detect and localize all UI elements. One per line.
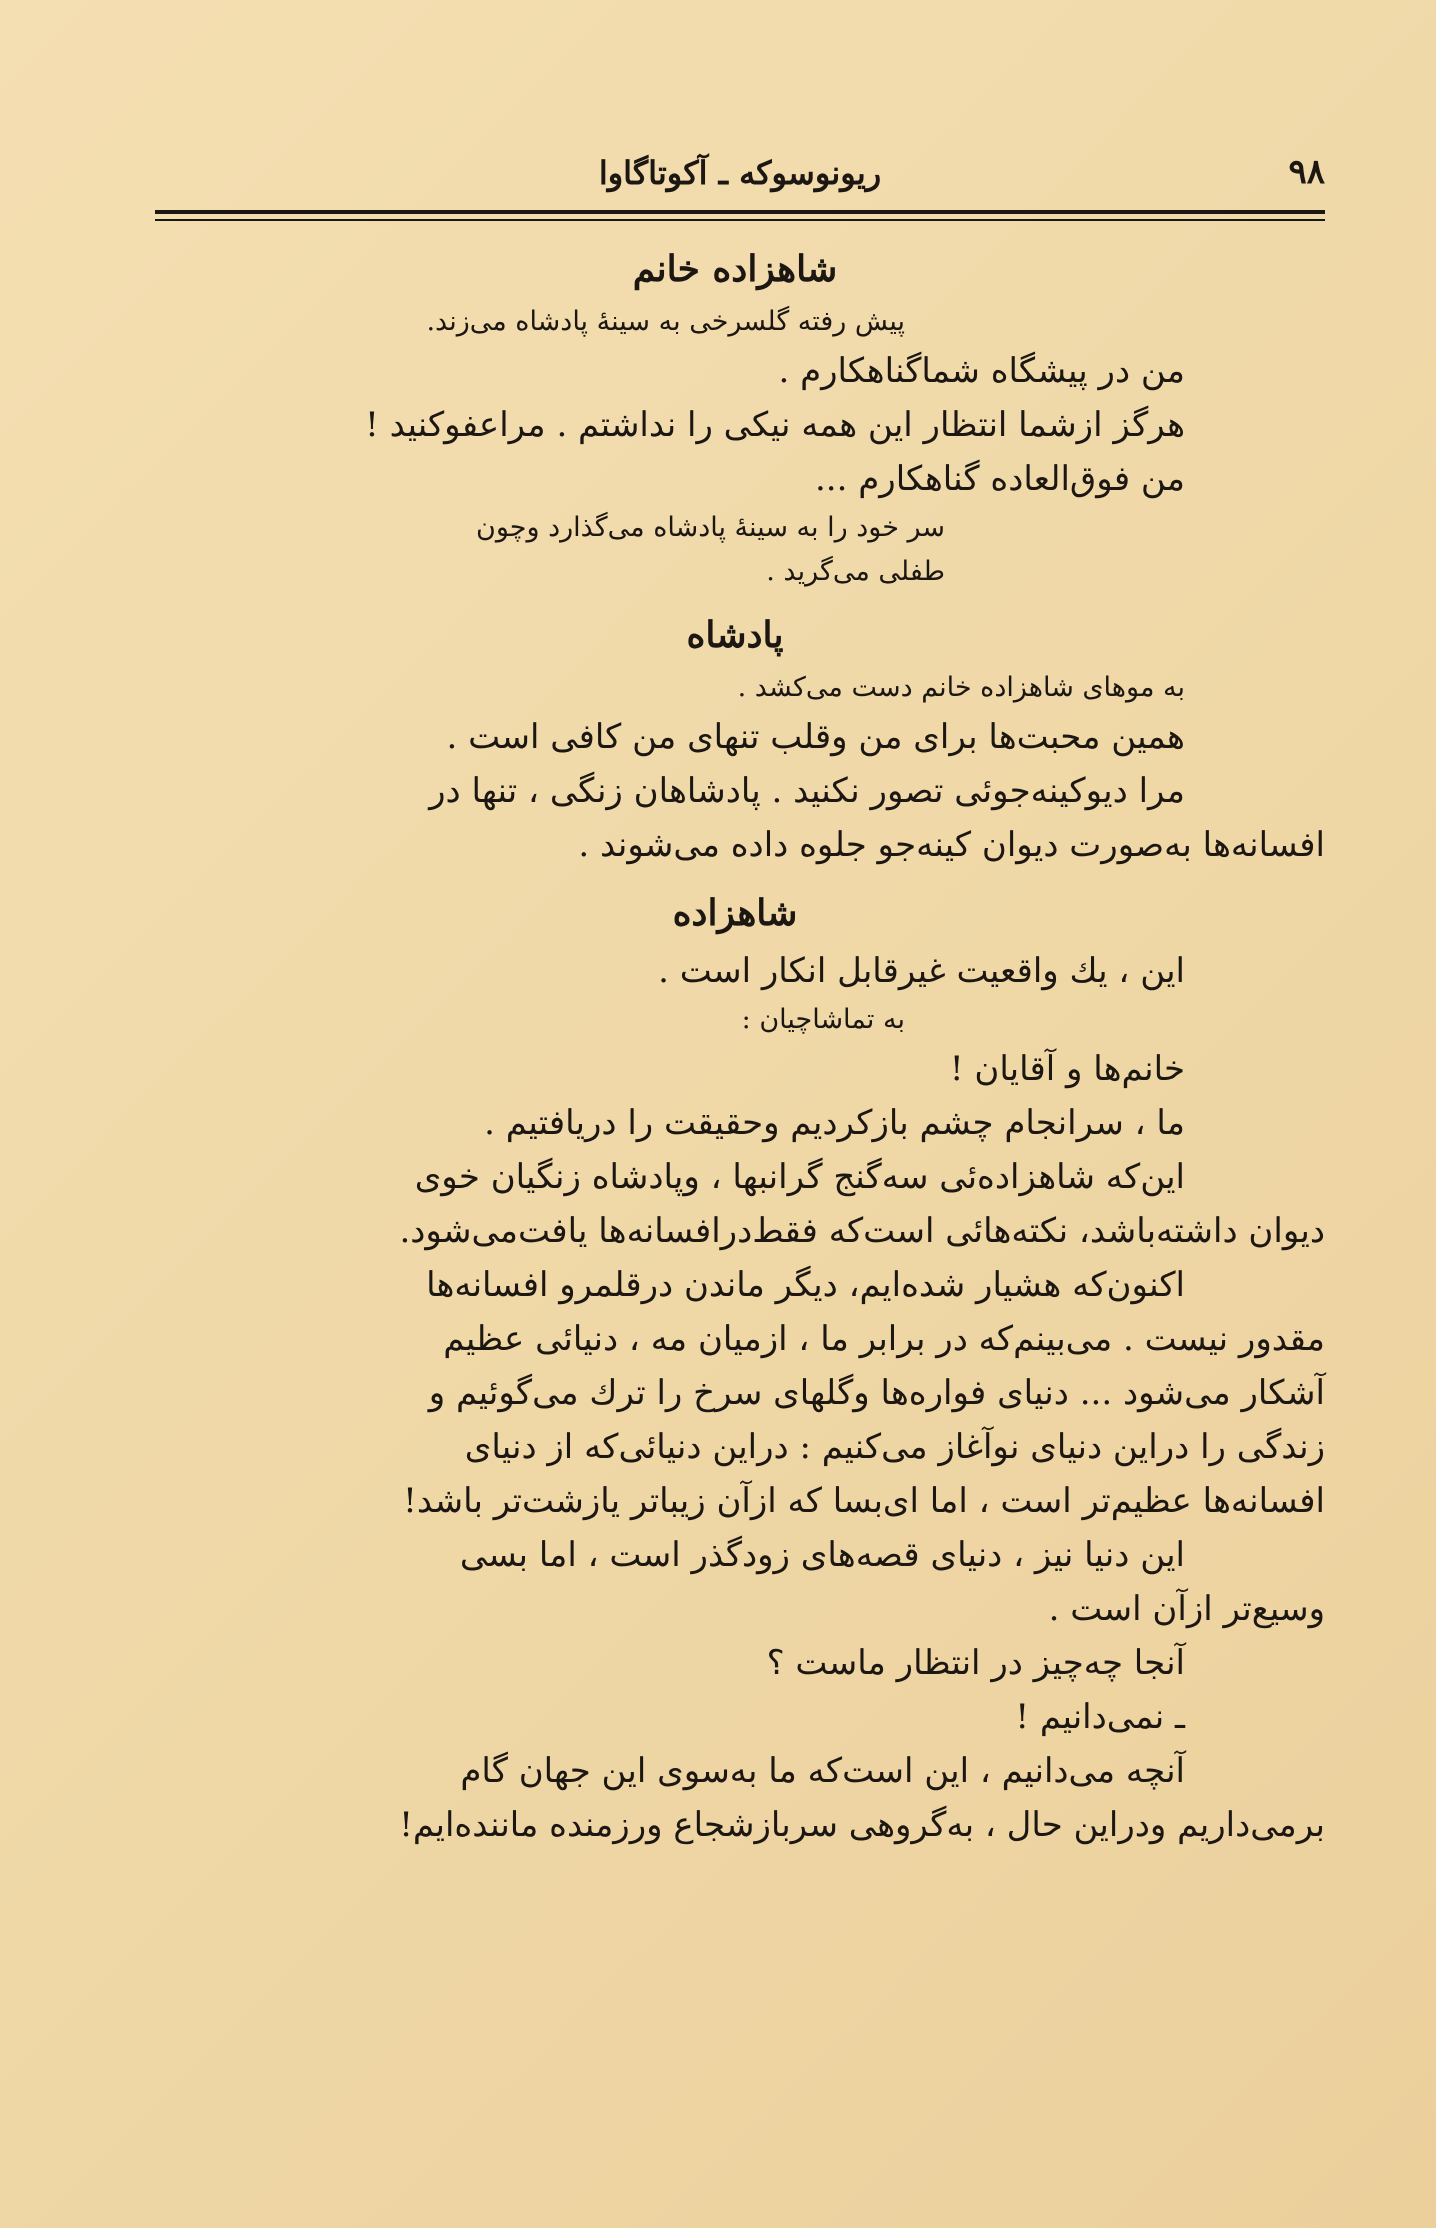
dialogue-line: این‌که شاهزاده‌ئی سه‌گنج گرانبها ، وپادشاه زنگیان خوی <box>414 1157 1185 1197</box>
running-title: ریونوسوکه ـ آکوتاگاوا <box>598 154 882 192</box>
stage-direction: به تماشاچیان : <box>741 1004 905 1035</box>
dialogue-line: مرا دیوکینه‌جوئی تصور نکنید . پادشاهان زنگی ، تنها در <box>429 771 1185 811</box>
dialogue-line: دیوان داشته‌باشد، نکته‌هائی است‌که فقط‌درافسانه‌ها یافت‌می‌شود. <box>399 1211 1325 1251</box>
dialogue-line: مقدور نیست . می‌بینم‌که در برابر ما ، ازمیان مه ، دنیائی عظیم <box>443 1319 1325 1359</box>
dialogue-line: همین محبت‌ها برای من وقلب تنهای من کافی است . <box>446 717 1185 757</box>
play-text <box>145 240 1325 1852</box>
dialogue-line: من فوق‌العاده گناهکارم ... <box>815 459 1185 499</box>
dialogue-line: افسانه‌ها عظیم‌تر است ، اما ای‌بسا که ازآن زیباتر یازشت‌تر باشد! <box>403 1481 1325 1521</box>
speaker-name: شاهزاده خانم <box>632 248 838 290</box>
dialogue-line: این ، یك واقعیت غیرقابل انکار است . <box>658 951 1185 991</box>
page-header <box>155 150 1325 200</box>
dialogue-line: این دنیا نیز ، دنیای قصه‌های زودگذر است ، اما بسی <box>459 1535 1185 1575</box>
header-rule-thin <box>155 219 1325 221</box>
speaker-name: پادشاه <box>686 614 784 656</box>
dialogue-line: ـ نمی‌دانیم ! <box>1015 1697 1185 1737</box>
dialogue-line: برمی‌داریم ودراین حال ، به‌گروهی سربازشجاع ورزمنده مانند‌ه‌ایم! <box>399 1805 1325 1845</box>
stage-direction: طفلی می‌گرید . <box>766 556 945 587</box>
header-rule-thick <box>155 210 1325 214</box>
dialogue-line: آنچه می‌دانیم ، این است‌که ما به‌سوی این جهان گام <box>460 1751 1185 1791</box>
dialogue-line: هرگز ازشما انتظار این همه نیکی را نداشتم . مراعفوکنید ! <box>365 405 1185 445</box>
page-number: ۹۸ <box>1288 152 1325 192</box>
dialogue-line: ما ، سرانجام چشم بازکردیم وحقیقت را دریافتیم . <box>484 1103 1185 1143</box>
dialogue-line: خانم‌ها و آقایان ! <box>949 1049 1185 1089</box>
dialogue-line: افسانه‌ها به‌صورت دیوان کینه‌جو جلوه داده می‌شوند . <box>578 825 1325 865</box>
dialogue-line: وسیع‌تر ازآن است . <box>1048 1589 1325 1629</box>
dialogue-line: آنجا چه‌چیز در انتظار ماست ؟ <box>766 1643 1185 1683</box>
dialogue-line: آشکار می‌شود ... دنیای فواره‌ها وگلهای سرخ را ترك می‌گوئیم و <box>428 1373 1325 1413</box>
dialogue-line: اکنون‌که هشیار شده‌ایم، دیگر ماندن درقلمرو افسانه‌ها <box>426 1265 1185 1305</box>
dialogue-line: من در پیشگاه شماگناهکارم . <box>778 351 1185 391</box>
dialogue-line: زندگی را دراین دنیای نوآغاز می‌کنیم : دراین دنیائی‌که از دنیای <box>464 1427 1325 1467</box>
speaker-name: شاهزاده <box>672 892 798 934</box>
stage-direction: به موهای شاهزاده خانم دست می‌کشد . <box>737 672 1185 703</box>
stage-direction: پیش رفته گلسرخی به سینهٔ پادشاه می‌زند. <box>426 306 905 337</box>
stage-direction: سر خود را به سینهٔ پادشاه می‌گذارد وچون <box>475 512 945 543</box>
